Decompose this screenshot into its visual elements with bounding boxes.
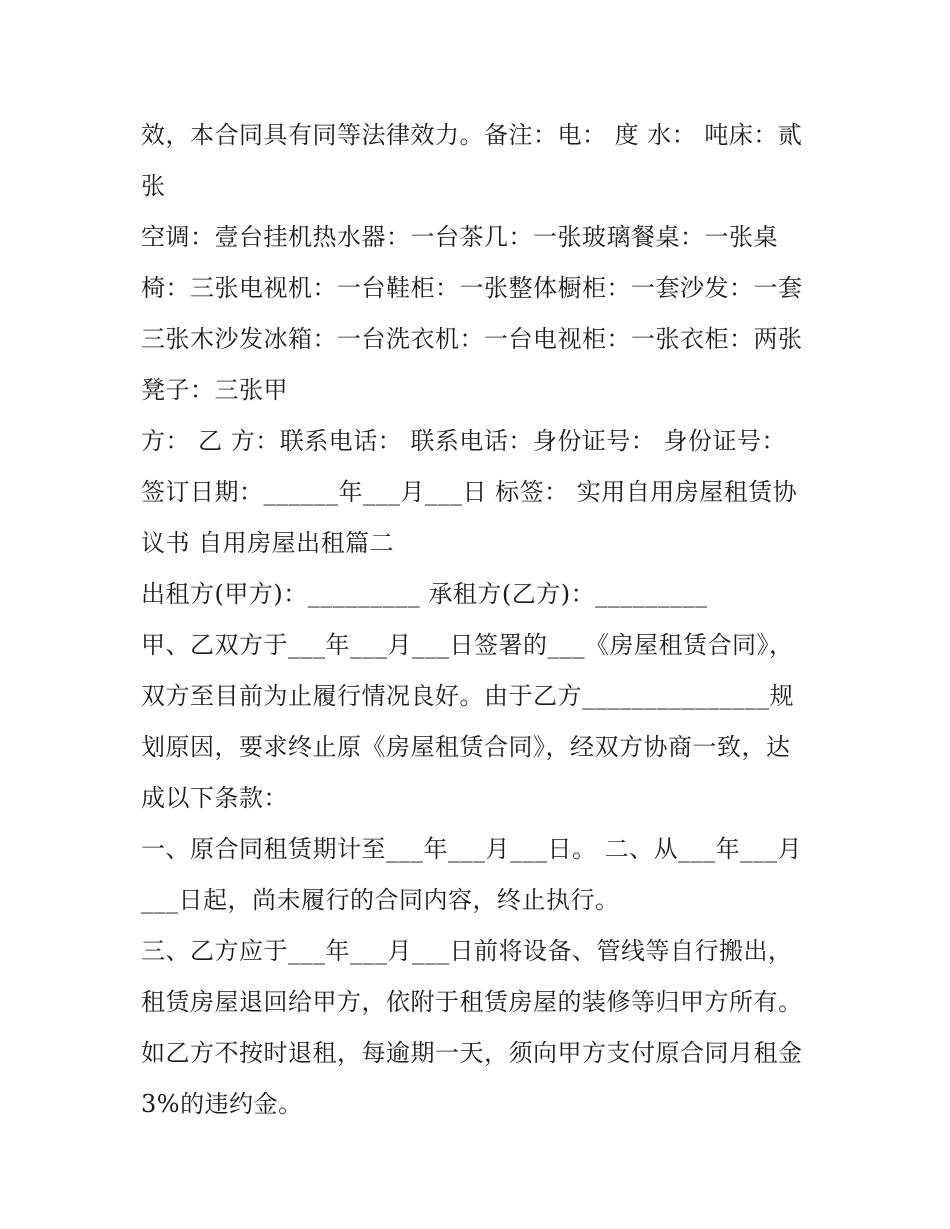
text-line: 议书 自用房屋出租篇二: [141, 529, 395, 557]
text-line: 张: [141, 172, 166, 200]
text-line: 三、乙方应于___年___月___日前将设备、管线等自行搬出，: [141, 937, 793, 965]
text-line: 三张木沙发冰箱：一台洗衣机：一台电视柜：一张衣柜：两张: [141, 325, 803, 353]
text-line: ___日起，尚未履行的合同内容，终止执行。: [141, 886, 620, 914]
document-body: [141, 110, 821, 1130]
text-line: 出租方(甲方)：_________ 承租方(乙方)：_________: [141, 580, 708, 608]
text-line: 双方至目前为止履行情况良好。由于乙方_______________规: [141, 682, 794, 710]
text-line: 一、原合同租赁期计至___年___月___日。 二、从___年___月: [141, 835, 803, 863]
text-line: 方： 乙 方：联系电话： 联系电话：身份证号： 身份证号：: [141, 427, 787, 455]
text-line: 如乙方不按时退租，每逾期一天，须向甲方支付原合同月租金: [141, 1039, 803, 1067]
text-line: 划原因，要求终止原《房屋租赁合同》，经双方协商一致，达: [141, 733, 791, 761]
text-line: 3%的违约金。: [141, 1090, 303, 1118]
text-line: 签订日期：______年___月___日 标签： 实用自用房屋租赁协: [141, 478, 798, 506]
text-line: 效，本合同具有同等法律效力。备注：电： 度 水： 吨床：贰: [141, 121, 803, 149]
text-line: 甲、乙双方于___年___月___日签署的___《房屋租赁合同》，: [141, 631, 794, 659]
text-line: 凳子：三张甲: [141, 376, 288, 404]
text-line: 椅：三张电视机：一台鞋柜：一张整体橱柜：一套沙发：一套: [141, 274, 803, 302]
text-line: 成以下条款：: [141, 784, 288, 812]
text-line: 租赁房屋退回给甲方，依附于租赁房屋的装修等归甲方所有。: [141, 988, 803, 1016]
text-line: 空调：壹台挂机热水器：一台茶几：一张玻璃餐桌：一张桌: [141, 223, 778, 251]
